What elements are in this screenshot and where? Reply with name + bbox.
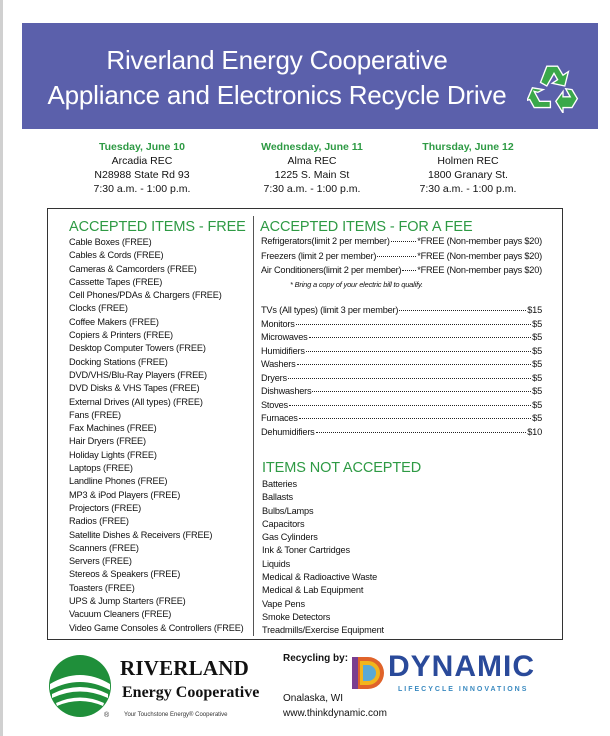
list-item: Ballasts: [262, 492, 293, 503]
fee-item-label: Furnaces: [261, 413, 298, 423]
fee-item-label: Refrigerators(limit 2 per member): [261, 236, 390, 246]
list-item: Cameras & Camcorders (FREE): [69, 263, 197, 274]
not-accepted-heading: ITEMS NOT ACCEPTED: [262, 460, 422, 476]
event-day-1: [72, 140, 212, 196]
riverland-name: RIVERLAND: [120, 656, 249, 680]
fee-row: [261, 236, 542, 251]
event-date: Thursday, June 12: [422, 141, 514, 153]
dot-leader: [402, 270, 416, 271]
fee-row: [261, 319, 542, 333]
dynamic-website[interactable]: www.thinkdynamic.com: [283, 708, 387, 719]
event-location: Arcadia REC: [111, 155, 173, 167]
recycle-icon: [527, 59, 581, 113]
priced-fee-list: [261, 305, 542, 440]
event-address: 1225 S. Main St: [274, 169, 350, 181]
dot-leader: [399, 310, 526, 311]
fee-item-label: Dryers: [261, 372, 287, 383]
event-location: Holmen REC: [437, 155, 499, 167]
dot-leader: [312, 391, 531, 392]
fee-row: [261, 265, 542, 280]
title-line-2: Appliance and Electronics Recycle Drive: [47, 80, 507, 110]
list-item: DVD/VHS/Blu-Ray Players (FREE): [69, 369, 207, 380]
event-hours: 7:30 a.m. - 1:00 p.m.: [419, 183, 517, 195]
list-item: Smoke Detectors: [262, 611, 331, 622]
fee-item-label: Air Conditioners(limit 2 per member): [261, 265, 402, 275]
list-item: Landline Phones (FREE): [69, 476, 168, 487]
riverland-tagline: Your Touchstone Energy® Cooperative: [124, 712, 228, 718]
list-item: Satellite Dishes & Receivers (FREE): [69, 529, 213, 540]
fee-row: [261, 332, 542, 346]
list-item: Batteries: [262, 479, 297, 489]
dynamic-city: Onalaska, WI: [283, 693, 344, 704]
fee-row: [261, 386, 542, 400]
fee-item-label: Microwaves: [261, 332, 308, 342]
accepted-free-list: [69, 236, 244, 635]
fee-item-price: *FREE (Non-member pays $20): [417, 265, 542, 275]
list-item: Cassette Tapes (FREE): [69, 276, 163, 287]
recycling-by-label: Recycling by:: [283, 653, 349, 664]
list-item: Liquids: [262, 558, 291, 569]
fee-item-price: $5: [532, 332, 542, 342]
fee-item-label: Stoves: [261, 399, 288, 410]
list-item: Docking Stations (FREE): [69, 356, 168, 367]
fee-item-label: Washers: [261, 359, 296, 369]
fee-item-price: $5: [532, 345, 542, 356]
list-item: Clocks (FREE): [69, 303, 128, 314]
title-banner: [22, 23, 598, 129]
fee-row: [261, 373, 542, 387]
event-day-2: [238, 140, 386, 196]
fee-item-label: Humidifiers: [261, 345, 305, 356]
fee-row: [261, 427, 542, 441]
dynamic-logo-icon: [350, 655, 384, 691]
riverland-subtitle: Energy Cooperative: [122, 684, 260, 701]
list-item: Ink & Toner Cartridges: [262, 545, 350, 556]
list-item: Vacuum Cleaners (FREE): [69, 609, 172, 620]
column-divider: [253, 216, 254, 636]
list-item: Desktop Computer Towers (FREE): [69, 343, 206, 354]
fee-item-label: TVs (All types) (limit 3 per member): [261, 305, 399, 315]
list-item: Hair Dryers (FREE): [69, 436, 146, 447]
list-item: Fax Machines (FREE): [69, 423, 157, 434]
list-item: Laptops (FREE): [69, 463, 133, 474]
list-item: Vape Pens: [262, 598, 305, 609]
list-item: Cell Phones/PDAs & Chargers (FREE): [69, 290, 222, 301]
event-date: Wednesday, June 11: [261, 141, 363, 153]
list-item: Toasters (FREE): [69, 582, 135, 593]
fee-item-price: $10: [527, 426, 542, 437]
fee-item-price: $5: [532, 399, 542, 410]
list-item: Scanners (FREE): [69, 542, 139, 553]
list-item: Stereos & Speakers (FREE): [69, 569, 181, 580]
fee-row: [261, 400, 542, 414]
page-left-edge: [0, 0, 3, 736]
bill-note: * Bring a copy of your electric bill to qualify.: [290, 280, 423, 289]
fee-row: [261, 251, 542, 266]
dynamic-name: DYNAMIC: [388, 650, 535, 683]
list-item: Coffee Makers (FREE): [69, 316, 159, 327]
dot-leader: [377, 256, 416, 257]
dynamic-subtitle: LIFECYCLE INNOVATIONS: [398, 686, 529, 693]
fee-item-price: $5: [532, 386, 542, 396]
dot-leader: [288, 378, 531, 379]
list-item: Projectors (FREE): [69, 502, 141, 513]
fee-item-label: Dehumidifiers: [261, 426, 315, 437]
event-hours: 7:30 a.m. - 1:00 p.m.: [93, 183, 191, 195]
accepted-free-heading: ACCEPTED ITEMS - FREE: [69, 219, 246, 235]
event-location: Alma REC: [287, 155, 337, 167]
fee-row: [261, 305, 542, 319]
list-item: Cables & Cords (FREE): [69, 250, 164, 261]
member-fee-list: [261, 236, 542, 280]
list-item: MP3 & iPod Players (FREE): [69, 489, 181, 500]
fee-item-label: Freezers (limit 2 per member): [261, 250, 377, 261]
list-item: Holiday Lights (FREE): [69, 449, 157, 460]
dot-leader: [316, 432, 527, 433]
fee-item-price: $5: [532, 372, 542, 383]
list-item: Gas Cylinders: [262, 532, 318, 543]
event-address: N28988 State Rd 93: [94, 169, 190, 181]
list-item: Fans (FREE): [69, 409, 121, 420]
list-item: Copiers & Printers (FREE): [69, 330, 173, 341]
list-item: Medical & Lab Equipment: [262, 585, 364, 596]
fee-row: [261, 413, 542, 427]
accepted-fee-heading: ACCEPTED ITEMS - FOR A FEE: [260, 219, 473, 235]
fee-item-label: Dishwashers: [261, 386, 312, 396]
event-hours: 7:30 a.m. - 1:00 p.m.: [263, 183, 361, 195]
fee-row: [261, 346, 542, 360]
list-item: Bulbs/Lamps: [262, 505, 314, 516]
list-item: Treadmills/Exercise Equipment: [262, 625, 384, 636]
registered-mark: ®: [104, 712, 110, 719]
list-item: Radios (FREE): [69, 516, 129, 527]
dot-leader: [306, 351, 531, 352]
dot-leader: [391, 241, 416, 242]
event-date: Tuesday, June 10: [99, 141, 185, 153]
list-item: UPS & Jump Starters (FREE): [69, 596, 186, 607]
fee-item-price: $15: [527, 305, 542, 315]
riverland-logo-icon: [48, 654, 112, 718]
fee-item-price: $5: [532, 413, 542, 423]
list-item: Cable Boxes (FREE): [69, 237, 152, 247]
not-accepted-list: [262, 478, 384, 638]
fee-row: [261, 359, 542, 373]
dot-leader: [299, 418, 531, 419]
list-item: DVD Disks & VHS Tapes (FREE): [69, 383, 200, 394]
fee-item-price: *FREE (Non-member pays $20): [417, 236, 542, 246]
fee-item-label: Monitors: [261, 318, 295, 329]
dot-leader: [289, 405, 531, 406]
dot-leader: [297, 364, 532, 365]
dot-leader: [296, 324, 532, 325]
event-day-3: [398, 140, 538, 196]
fee-item-price: $5: [532, 318, 542, 329]
list-item: External Drives (All types) (FREE): [69, 396, 203, 407]
list-item: Capacitors: [262, 518, 305, 529]
event-address: 1800 Granary St.: [428, 169, 508, 181]
title-line-1: Riverland Energy Cooperative: [106, 45, 448, 75]
fee-item-price: *FREE (Non-member pays $20): [417, 250, 542, 261]
list-item: Servers (FREE): [69, 556, 132, 567]
list-item: Video Game Consoles & Controllers (FREE): [69, 622, 244, 633]
dot-leader: [309, 337, 532, 338]
fee-item-price: $5: [532, 359, 542, 369]
list-item: Medical & Radioactive Waste: [262, 572, 378, 583]
